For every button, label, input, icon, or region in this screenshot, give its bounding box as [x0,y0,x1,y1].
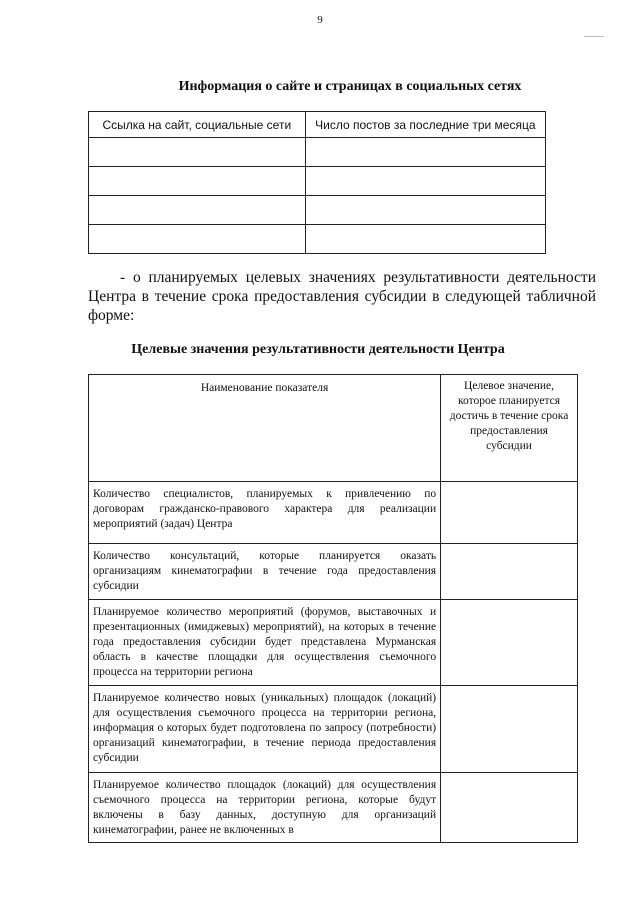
target-values-table [88,374,578,843]
page-number: 9 [317,14,323,26]
margin-mark [584,36,604,38]
table-cell [89,167,306,196]
target-value-cell [441,544,578,600]
table-cell [89,138,306,167]
table-cell [305,196,545,225]
table-row [89,773,578,843]
table-row [89,600,578,686]
target-value-cell [441,686,578,773]
header-indicator-name: Наименование показателя [89,375,441,482]
table-row [89,686,578,773]
header-links: Ссылка на сайт, социальные сети [89,112,306,138]
indicator-name: Планируемое количество площадок (локаций) для осуществления съемочного процесса на территории региона, которые будут включены в базу данных, доступную для организаций кинематографии, ранее не включенных в [89,773,441,843]
table-cell [305,225,545,254]
table-row [89,196,546,225]
table-row [89,225,546,254]
table-header-row [89,112,546,138]
table-cell [305,138,545,167]
indicator-name: Количество специалистов, планируемых к привлечению по договорам гражданско-правового характера для реализации мероприятий (задач) Центра [89,482,441,544]
target-value-cell [441,773,578,843]
table-row [89,167,546,196]
table-row [89,138,546,167]
indicator-name: Планируемое количество новых (уникальных) площадок (локаций) для осуществления съемочного процесса на территории региона, информация о которых будет подготовлена по запросу (потребности) организаций кинематографии, в течение периода предоставления субсидии [89,686,441,773]
indicator-name: Планируемое количество мероприятий (форумов, выставочных и презентационных (имиджевых) мероприятий), на которых в течение года предоставления субсидии будет представлена Мурманская область в качестве площадки для осуществления съемочного процесса на территории региона [89,600,441,686]
section-title-social: Информация о сайте и страницах в социальных сетях [178,79,522,94]
table-cell [89,225,306,254]
target-value-cell [441,600,578,686]
table-cell [305,167,545,196]
header-target-value: Целевое значение, которое планируется достичь в течение срока предоставления субсидии [441,375,578,482]
section-title-targets: Целевые значения результативности деятельности Центра [131,342,505,357]
body-paragraph: - о планируемых целевых значениях результативности деятельности Центра в течение срока предоставления субсидии в следующей табличной форме: [88,269,596,324]
target-value-cell [441,482,578,544]
social-links-table [88,111,546,254]
table-row [89,482,578,544]
table-cell [89,196,306,225]
table-header-row [89,375,578,482]
indicator-name: Количество консультаций, которые планируется оказать организациям кинематографии в течение года предоставления субсидии [89,544,441,600]
table-row [89,544,578,600]
header-posts-count: Число постов за последние три месяца [305,112,545,138]
